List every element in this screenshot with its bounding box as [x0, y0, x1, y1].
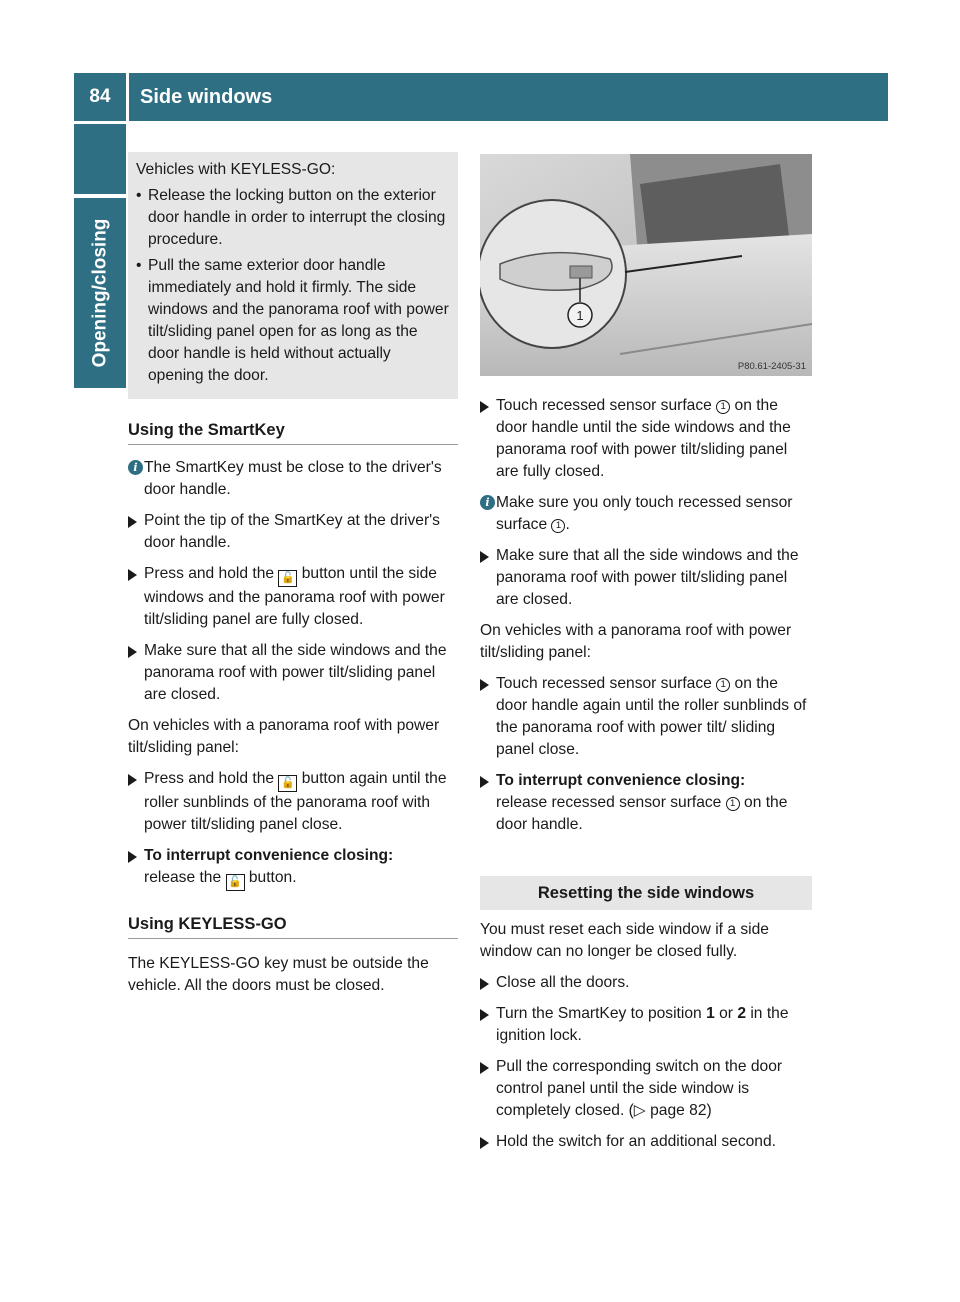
step-label: To interrupt convenience closing:	[496, 772, 746, 789]
step-text: Touch recessed sensor surface	[496, 397, 712, 414]
callout-1-icon: 1	[716, 400, 730, 414]
instruction-step	[480, 1131, 812, 1153]
reset-intro: You must reset each side window if a side window can no longer be closed fully.	[480, 921, 769, 960]
instruction-step	[480, 673, 812, 761]
page-title: Side windows	[129, 73, 888, 121]
step-text: Turn the SmartKey to position	[496, 1005, 702, 1022]
page-number: 84	[74, 73, 126, 121]
instruction-step	[128, 768, 458, 836]
instruction-step	[480, 395, 812, 483]
instruction-step	[480, 1003, 812, 1047]
keylessgo-text: The KEYLESS-GO key must be outside the vehicle. All the doors must be closed.	[128, 955, 429, 994]
step-text: Make sure that all the side windows and the panorama roof with power tilt/sliding panel are closed.	[144, 642, 447, 703]
arrow-step-icon	[128, 516, 137, 528]
step-text: button until the side windows and the panorama roof with power tilt/sliding panel are fully closed.	[144, 565, 445, 628]
panorama-intro: On vehicles with a panorama roof with power tilt/sliding panel:	[128, 717, 440, 756]
instruction-step	[480, 972, 812, 994]
instruction-step	[480, 545, 812, 611]
step-label: To interrupt convenience closing:	[144, 847, 394, 864]
keyless-intro: Vehicles with KEYLESS-GO:	[136, 161, 336, 178]
step-text: on the door handle again until the roller sunblinds of the panorama roof with power tilt/ sliding panel close.	[496, 675, 807, 758]
step-text: Close all the doors.	[496, 974, 630, 991]
step-text: Press and hold the	[144, 565, 275, 582]
step-text: Hold the switch for an additional second.	[496, 1133, 776, 1150]
info-icon: i	[480, 495, 495, 510]
arrow-step-icon	[480, 679, 489, 691]
info-icon: i	[128, 460, 143, 475]
figure-code: P80.61-2405-31	[737, 361, 806, 372]
chapter-tab	[74, 198, 126, 388]
step-text: Touch recessed sensor surface	[496, 675, 712, 692]
arrow-step-icon	[480, 401, 489, 413]
info-text: .	[565, 516, 570, 533]
instruction-step	[128, 563, 458, 631]
step-text: release recessed sensor surface	[496, 794, 722, 811]
arrow-step-icon	[128, 569, 137, 581]
step-text: Make sure that all the side windows and the panorama roof with power tilt/sliding panel are closed.	[496, 547, 799, 608]
lock-icon: 🔓	[278, 570, 297, 587]
section-title-smartkey: Using the SmartKey	[128, 419, 458, 445]
callout-1-icon: 1	[551, 519, 565, 533]
right-column	[480, 154, 812, 1162]
keyless-note-box	[128, 152, 458, 399]
info-note	[480, 492, 812, 536]
step-text: on the door handle.	[496, 794, 788, 833]
arrow-step-icon	[480, 776, 489, 788]
arrow-step-icon	[128, 774, 137, 786]
callout-1-icon: 1	[716, 678, 730, 692]
section-title-reset: Resetting the side windows	[480, 876, 812, 910]
arrow-step-icon	[480, 1062, 489, 1074]
lock-icon: 🔓	[226, 874, 245, 891]
step-text: button again until the roller sunblinds of the panorama roof with power tilt/sliding panel close.	[144, 770, 447, 833]
info-text: Make sure you only touch recessed sensor surface	[496, 494, 793, 533]
arrow-step-icon	[480, 978, 489, 990]
lock-icon: 🔓	[278, 775, 297, 792]
photo-callout: 1	[576, 308, 584, 323]
position-number: 1	[706, 1005, 715, 1022]
position-number: 2	[737, 1005, 746, 1022]
instruction-step	[480, 1056, 812, 1122]
step-text: in the ignition lock.	[496, 1005, 789, 1044]
step-text: Press and hold the	[144, 770, 275, 787]
step-text: on the door handle until the side windows and the panorama roof with power tilt/sliding panel are fully closed.	[496, 397, 791, 480]
panorama-intro: On vehicles with a panorama roof with power tilt/sliding panel:	[480, 622, 792, 661]
info-note	[128, 457, 458, 501]
step-text: button.	[248, 869, 297, 886]
instruction-step	[128, 640, 458, 706]
instruction-step	[128, 845, 458, 891]
chapter-tab-label: Opening/closing	[89, 218, 110, 368]
instruction-step	[128, 510, 458, 554]
side-block	[74, 124, 126, 194]
keyless-bullet: • Pull the same exterior door handle immediately and hold it firmly. The side windows and the panorama roof with power tilt/sliding panel open for as long as the door handle is held without actually opening the door.	[136, 255, 450, 387]
callout-1-icon: 1	[726, 797, 740, 811]
arrow-step-icon	[480, 1009, 489, 1021]
keyless-bullet: • Release the locking button on the exterior door handle in order to interrupt the closing procedure.	[136, 185, 450, 251]
arrow-step-icon	[480, 1137, 489, 1149]
arrow-step-icon	[128, 851, 137, 863]
instruction-step	[480, 770, 812, 836]
step-text: or	[719, 1005, 733, 1022]
door-handle-photo	[480, 154, 812, 376]
arrow-step-icon	[128, 646, 137, 658]
section-title-keylessgo: Using KEYLESS-GO	[128, 913, 458, 939]
step-text: release the	[144, 869, 222, 886]
arrow-step-icon	[480, 551, 489, 563]
step-text: Pull the corresponding switch on the door control panel until the side window is completely closed. (▷ page 82)	[496, 1058, 783, 1119]
info-text: The SmartKey must be close to the driver's door handle.	[144, 459, 442, 498]
step-text: Point the tip of the SmartKey at the driver's door handle.	[144, 512, 440, 551]
left-column	[128, 152, 458, 1006]
